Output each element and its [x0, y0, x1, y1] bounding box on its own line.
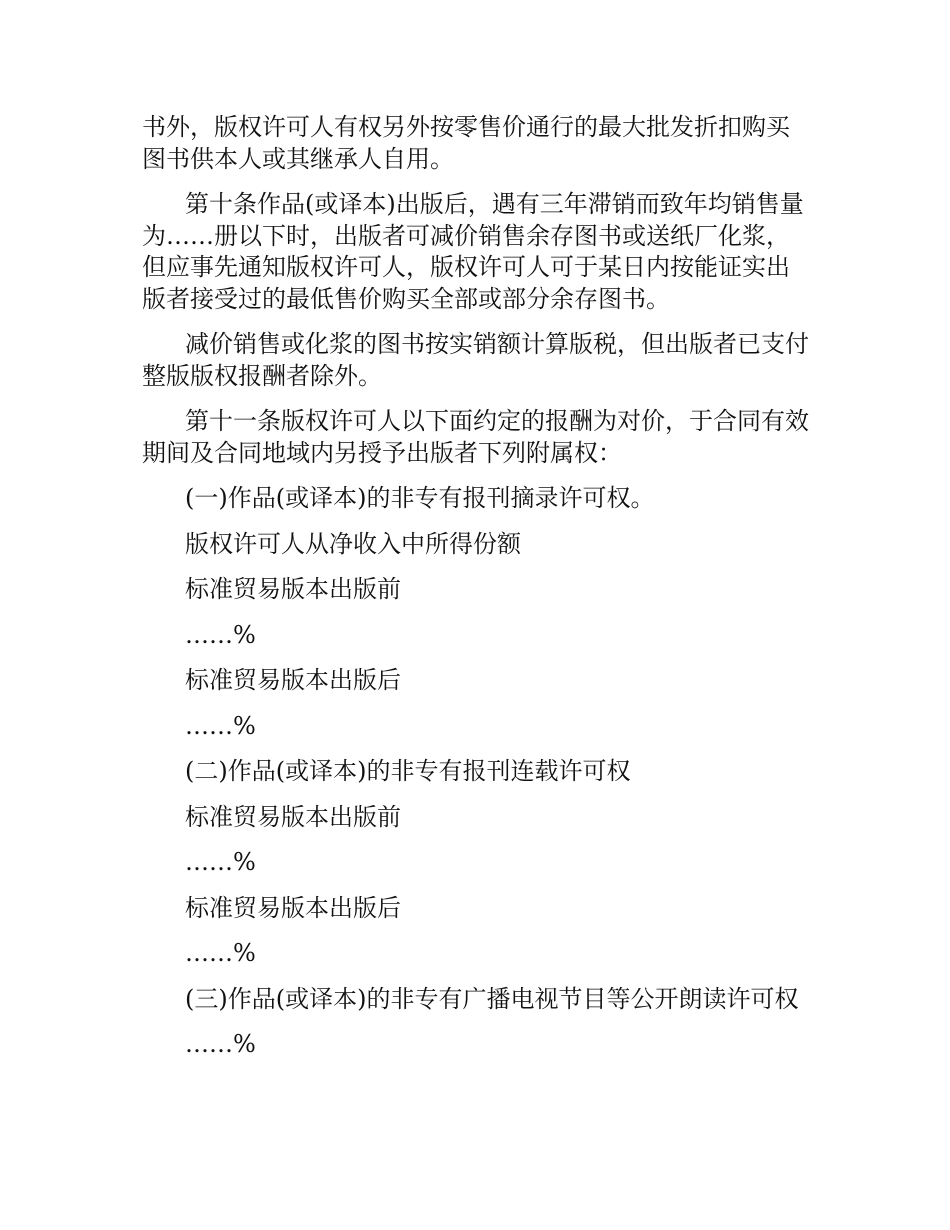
- percentage-value: ……%: [185, 848, 256, 876]
- paragraph-article-11: 第十一条版权许可人以下面约定的报酬为对价，于合同有效期间及合同地域内另授予出版者下列附属权：: [142, 407, 809, 467]
- percentage-value: ……%: [185, 1030, 256, 1058]
- before-publication-label: 标准贸易版本出版前: [185, 802, 401, 831]
- share-heading: 版权许可人从净收入中所得份额: [185, 529, 521, 558]
- percentage-value: ……%: [185, 711, 256, 740]
- paragraph-reduced-price: 减价销售或化浆的图书按实销额计算版税，但出版者已支付整版版权报酬者除外。: [142, 330, 809, 390]
- clause-3-title: (三)作品(或译本)的非专有广播电视节目等公开朗读许可权: [185, 984, 799, 1013]
- paragraph-article-10: 第十条作品(或译本)出版后，遇有三年滞销而致年均销售量为……册以下时，出版者可减价销售余存图书或送纸厂化浆，但应事先通知版权许可人，版权许可人可于某日内按能证实出版者接受过的最低售价购买全部或部分余存图书。: [142, 190, 804, 313]
- clause-2-title: (二)作品(或译本)的非专有报刊连载许可权: [185, 757, 631, 785]
- percentage-value: ……%: [185, 939, 256, 967]
- percentage-value: ……%: [185, 620, 256, 649]
- paragraph-continuation: 书外，版权许可人有权另外按零售价通行的最大批发折扣购买图书供本人或其继承人自用。: [142, 113, 790, 173]
- clause-1-title: (一)作品(或译本)的非专有报刊摘录许可权。: [185, 484, 655, 512]
- after-publication-label: 标准贸易版本出版后: [185, 893, 401, 922]
- document-body: [142, 112, 812, 1075]
- before-publication-label: 标准贸易版本出版前: [185, 575, 401, 603]
- after-publication-label: 标准贸易版本出版后: [185, 666, 401, 694]
